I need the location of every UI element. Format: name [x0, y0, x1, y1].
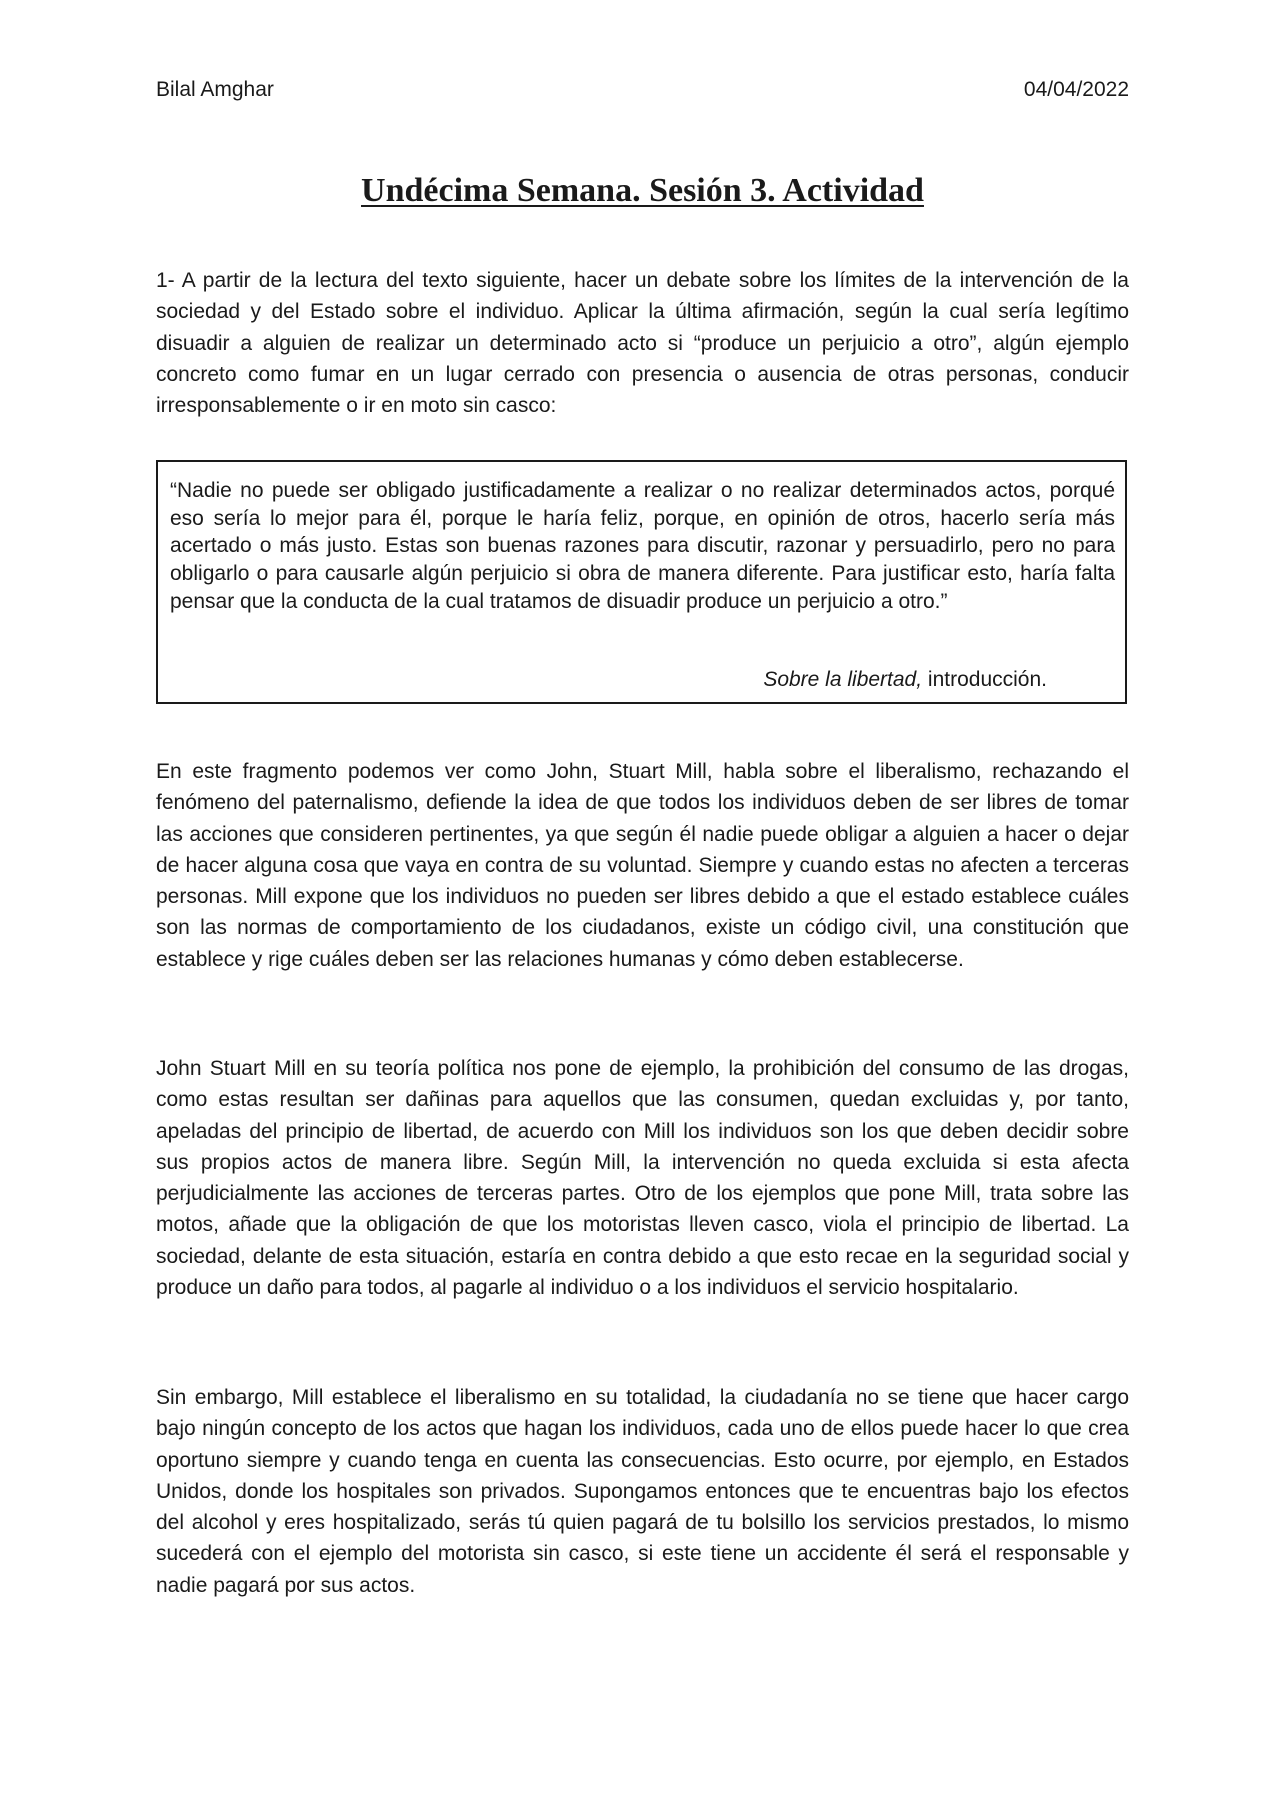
quote-box	[156, 460, 1127, 704]
body-paragraph-3: Sin embargo, Mill establece el liberalismo en su totalidad, la ciudadanía no se tiene que hacer cargo bajo ningún concepto de los actos que hagan los individuos, cada uno de ellos puede hacer lo que crea oportuno siempre y cuando tenga en cuenta las consecuencias. Esto ocurre, por ejemplo, en Estados Unidos, donde los hospitales son privados. Supongamos entonces que te encuentras bajo los efectos del alcohol y eres hospitalizado, serás tú quien pagará de tu bolsillo los servicios prestados, lo mismo sucederá con el ejemplo del motorista sin casco, si este tiene un accidente él será el responsable y nadie pagará por sus actos.	[156, 1386, 1129, 1597]
quote-source-title: Sobre la libertad,	[763, 668, 923, 691]
author-name: Bilal Amghar	[156, 78, 274, 101]
page-title: Undécima Semana. Sesión 3. Actividad	[361, 172, 924, 209]
body-paragraph-2: John Stuart Mill en su teoría política nos pone de ejemplo, la prohibición del consumo de las drogas, como estas resultan ser dañinas para aquellos que las consumen, quedan excluidas y, por tanto, apeladas del principio de libertad, de acuerdo con Mill los individuos son los que deben decidir sobre sus propios actos de manera libre. Según Mill, la intervención no queda excluida si esta afecta perjudicialmente las acciones de terceras partes. Otro de los ejemplos que pone Mill, trata sobre las motos, añade que la obligación de que los motoristas lleven casco, viola el principio de libertad. La sociedad, delante de esta situación, estaría en contra debido a que esto recae en la seguridad social y produce un daño para todos, al pagarle al individuo o a los individuos el servicio hospitalario.	[156, 1057, 1129, 1300]
document-date: 04/04/2022	[1023, 78, 1129, 101]
quote-source-section: introducción.	[927, 668, 1047, 691]
quote-text: “Nadie no puede ser obligado justificadamente a realizar o no realizar determinados actos, porqué eso sería lo mejor para él, porque le haría feliz, porque, en opinión de otros, hacerlo sería más acertado o más justo. Estas son buenas razones para discutir, razonar y persuadirlo, pero no para obligarlo o para causarle algún perjuicio si obra de manera diferente. Para justificar esto, haría falta pensar que la conducta de la cual tratamos de disuadir produce un perjuicio a otro.”	[170, 479, 1115, 613]
activity-prompt: 1- A partir de la lectura del texto siguiente, hacer un debate sobre los límites de la intervención de la sociedad y del Estado sobre el individuo. Aplicar la última afirmación, según la cual sería legítimo disuadir a alguien de realizar un determinado acto si “produce un perjuicio a otro”, algún ejemplo concreto como fumar en un lugar cerrado con presencia o ausencia de otras personas, conducir irresponsablemente o ir en moto sin casco:	[156, 269, 1129, 418]
body-paragraph-1: En este fragmento podemos ver como John, Stuart Mill, habla sobre el liberalismo, rechazando el fenómeno del paternalismo, defiende la idea de que todos los individuos deben de ser libres de tomar las acciones que consideren pertinentes, ya que según él nadie puede obligar a alguien a hacer o dejar de hacer alguna cosa que vaya en contra de su voluntad. Siempre y cuando estas no afecten a terceras personas. Mill expone que los individuos no pueden ser libres debido a que el estado establece cuáles son las normas de comportamiento de los ciudadanos, existe un código civil, una constitución que establece y rige cuáles deben ser las relaciones humanas y cómo deben establecerse.	[156, 760, 1129, 971]
quote-source	[763, 668, 1047, 692]
